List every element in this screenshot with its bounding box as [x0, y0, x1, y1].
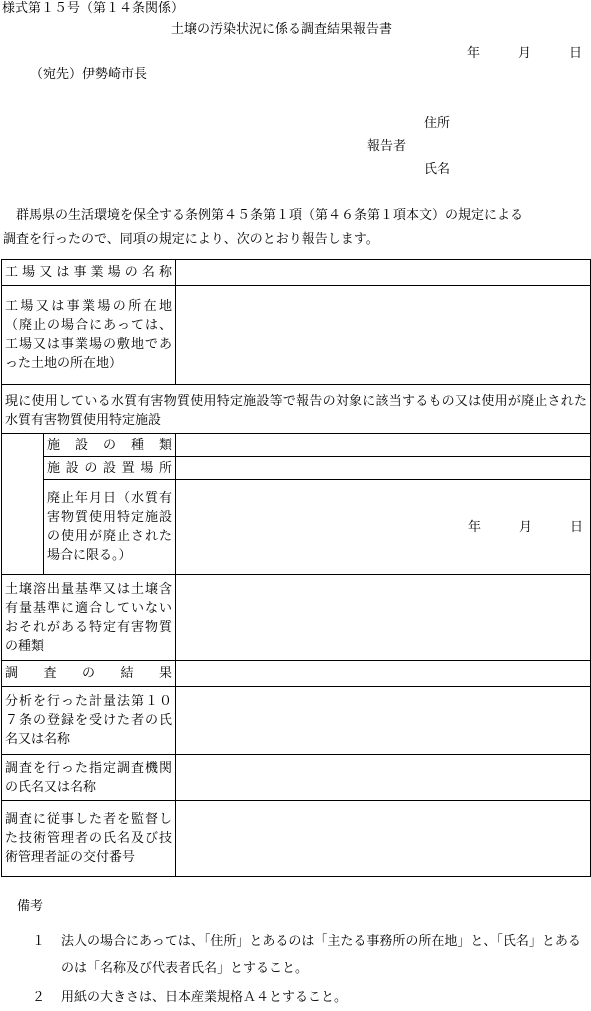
intro-line-1: 群馬県の生活環境を保全する条例第４５条第１項（第４６条第１項本文）の規定による [3, 208, 524, 223]
year-label: 年 [467, 519, 481, 535]
facility-type-value[interactable] [176, 434, 591, 457]
month-label: 月 [518, 519, 532, 535]
analyst-label: 分析を行った計量法第１０７条の登録を受けた者の氏名又は名称 [2, 687, 176, 755]
document-title: 土壌の汚染状況に係る調査結果報告書 [171, 22, 393, 37]
abolish-date-value[interactable] [176, 480, 591, 575]
abolish-date-label: 廃止年月日（水質有害物質使用特定施設の使用が廃止された場合に限る。） [44, 480, 176, 575]
addressee: （宛先）伊勢崎市長 [30, 67, 148, 82]
address-label: 住所 [424, 116, 451, 131]
reporter-label: 報告者 [367, 139, 407, 154]
table-row [2, 755, 591, 801]
intro-paragraph [3, 204, 588, 252]
note-text: 用紙の大きさは、日本産業規格Ａ４とすること。 [61, 990, 348, 1005]
analyst-value[interactable] [176, 687, 591, 755]
intro-line-2: 調査を行ったので、同項の規定により、次のとおり報告します。 [3, 232, 379, 247]
table-row [2, 457, 591, 480]
supervisor-value[interactable] [176, 801, 591, 877]
supervisor-label: 調査に従事した者を監督した技術管理者の氏名及び技術管理者証の交付番号 [2, 801, 176, 877]
table-row [2, 575, 591, 661]
report-date [467, 45, 582, 63]
table-row [2, 260, 591, 286]
result-value[interactable] [176, 661, 591, 687]
year-label: 年 [466, 46, 480, 61]
factory-name-value[interactable] [176, 260, 591, 286]
investigator-value[interactable] [176, 755, 591, 801]
day-label: 日 [570, 519, 584, 535]
substance-type-label: 土壌溶出量基準又は土壌含有量基準に適合していないおそれがある特定有害物質の種類 [2, 575, 176, 661]
factory-name-label: 工場又は事業場の名称 [2, 260, 176, 286]
form-number: 様式第１５号（第１４条関係） [2, 1, 185, 16]
facility-location-label: 施設の設置場所 [44, 457, 176, 480]
table-row [2, 801, 591, 877]
facility-heading: 現に使用している水質有害物質使用特定施設等で報告の対象に該当するもの又は使用が廃止された水質有害物質使用特定施設 [2, 385, 591, 434]
note-text: 法人の場合にあっては、「住所」とあるのは「主たる事務所の所在地」と、「氏名」とあるのは「名称及び代表者氏名」とすること。 [61, 934, 581, 976]
facility-location-value[interactable] [176, 457, 591, 480]
table-row [2, 434, 591, 457]
name-label: 氏名 [424, 162, 451, 177]
indent-cell [2, 480, 44, 575]
table-row [2, 480, 591, 575]
table-row [2, 385, 591, 434]
factory-location-value[interactable] [176, 286, 591, 385]
month-label: 月 [517, 46, 531, 61]
table-row [2, 661, 591, 687]
notes-heading: 備考 [17, 899, 44, 914]
report-table [1, 259, 591, 877]
indent-cell [2, 434, 44, 457]
note-number: １ [32, 934, 46, 949]
investigator-label: 調査を行った指定調査機関の氏名又は名称 [2, 755, 176, 801]
result-label: 調査の結果 [2, 661, 176, 687]
facility-type-label: 施設の種類 [44, 434, 176, 457]
indent-cell [2, 457, 44, 480]
note-item-2 [33, 984, 588, 1011]
substance-type-value[interactable] [176, 575, 591, 661]
note-number: ２ [32, 990, 46, 1005]
factory-location-label: 工場又は事業場の所在地（廃止の場合にあっては、工場又は事業場の敷地であった土地の所在地） [2, 286, 176, 385]
table-row [2, 286, 591, 385]
table-row [2, 687, 591, 755]
day-label: 日 [568, 46, 582, 61]
note-item-1 [33, 928, 588, 982]
